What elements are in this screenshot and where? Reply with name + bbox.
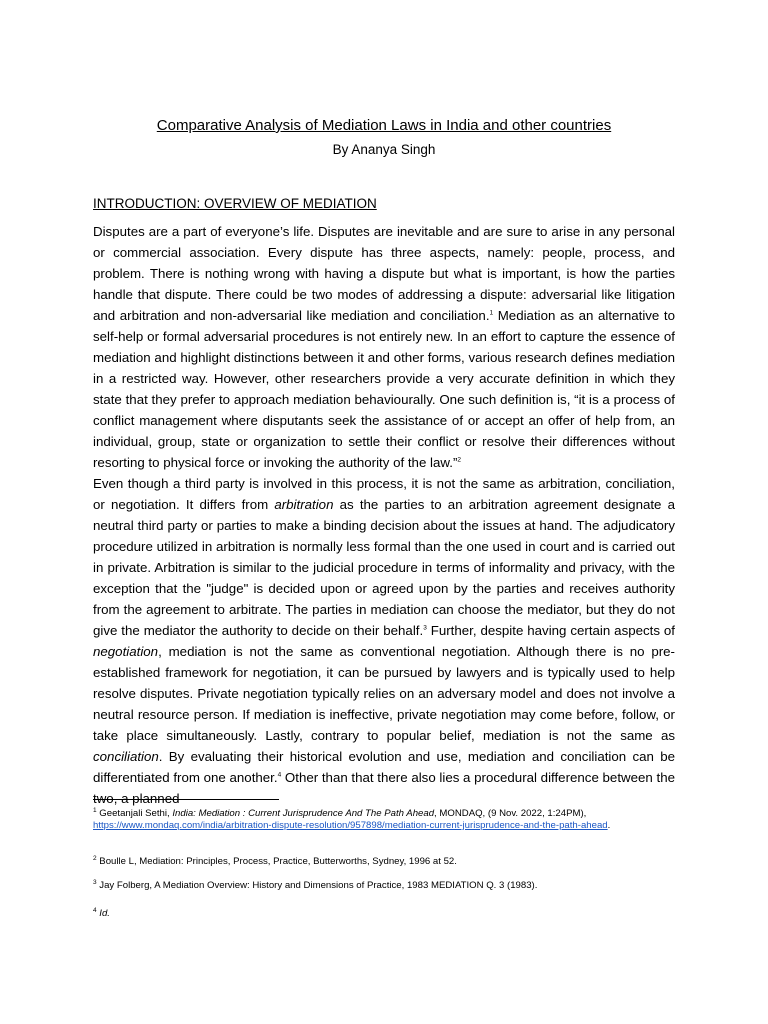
body-text <box>93 221 675 809</box>
term-negotiation: negotiation <box>93 644 159 659</box>
paragraph-2-text-b: as the parties to an arbitration agreement designate a neutral third party or parties to make a binding decision about the issues at hand. The adjudicatory procedure utilized in arbitration is normally less formal than the one used in court and is carried out in private. Arbitration is similar to the judicial procedure in terms of informality and privacy, with the exception that the "judge" is decided upon or agreed upon by the parties and receives authority from the agreement to arbitrate. The parties in mediation can choose the mediator, but they do not give the mediator the authority to decide on their behalf. <box>93 497 675 638</box>
document-title: Comparative Analysis of Mediation Laws in India and other countries <box>156 117 612 134</box>
footnote-separator <box>93 799 279 800</box>
footnote-2-number: 2 <box>93 854 97 862</box>
paragraph-1-text-a: Disputes are a part of everyone’s life. Disputes are inevitable and are sure to arise in any personal or commercial association. Every dispute has three aspects, namely: people, process, and problem. There is nothing wrong with having a dispute but what is important, is how the parties handle that dispute. There could be two modes of addressing a dispute: adversarial like litigation and arbitration and non-adversarial like mediation and conciliation. <box>93 224 675 323</box>
footnote-4-number: 4 <box>93 906 97 914</box>
paragraph-2-text-c: Further, despite having certain aspects of <box>426 623 676 638</box>
paragraph-2-text-a: Even though a third party is involved in this process, it is not the same as arbitration, conciliation, or negotiation. It differs from <box>93 476 675 512</box>
paragraph-2-text-f: Other than that there also lies a procedural difference between the two, a planned <box>93 770 675 806</box>
footnote-1-number: 1 <box>93 806 97 814</box>
author-byline: By Ananya Singh <box>332 142 436 157</box>
term-conciliation: conciliation <box>93 749 159 764</box>
paragraph-2-text-d: , mediation is not the same as conventional negotiation. Although there is no pre-established framework for negotiation, it can be pursued by lawyers and is typically used to help resolve disputes. Private negotiation typically relies on an adversary model and does not involve a neutral resource person. If mediation is ineffective, private negotiation may come before, follow, or take place simultaneously. Lastly, contrary to popular belief, mediation is not the same as <box>93 644 675 743</box>
footnote-3 <box>93 880 675 904</box>
section-heading: INTRODUCTION: OVERVIEW OF MEDIATION <box>93 196 377 211</box>
footnote-ref-2: 2 <box>457 456 461 464</box>
paragraph-2 <box>93 473 675 809</box>
footnote-4-text: Id. <box>99 908 110 919</box>
term-arbitration: arbitration <box>274 497 334 512</box>
footnote-2 <box>93 856 675 876</box>
footnotes <box>93 808 675 920</box>
paragraph-1-text-b: Mediation as an alternative to self-help or formal adversarial procedures is not entirely new. In an effort to capture the essence of mediation and highlight distinctions between it and other forms, various research defines mediation in a restricted way. However, other researchers provide a very accurate definition in which they state that they prefer to approach mediation behaviourally. One such definition is, “it is a process of conflict management where disputants seek the assistance of or accept an offer of help from, an individual, group, state or organization to settle their conflict or resolve their differences without resorting to physical force or invoking the authority of the law.” <box>93 308 675 470</box>
footnote-1-end: . <box>607 820 611 831</box>
footnote-3-number: 3 <box>93 878 97 886</box>
footnote-1 <box>93 808 675 848</box>
footnote-1-link[interactable]: https://www.mondaq.com/india/arbitration-dispute-resolution/957898/mediation-current-jurisprudence-and-the-path-ahead <box>93 820 608 831</box>
footnote-1-text-b: , MONDAQ, (9 Nov. 2022, 1:24PM), <box>434 808 587 819</box>
footnote-ref-4: 4 <box>277 771 282 779</box>
footnote-3-text: Jay Folberg, A Mediation Overview: History and Dimensions of Practice, 1983 MEDIATION Q. 3 (1983). <box>96 880 538 891</box>
footnote-ref-1: 1 <box>489 309 494 317</box>
footnote-4 <box>93 908 675 920</box>
footnote-ref-3: 3 <box>423 624 427 632</box>
footnote-1-article-title: India: Mediation : Current Jurisprudence And The Path Ahead <box>172 808 435 819</box>
footnote-1-text-a: Geetanjali Sethi, <box>96 808 173 819</box>
paragraph-1 <box>93 221 675 473</box>
paragraph-2-text-e: . By evaluating their historical evolution and use, mediation and conciliation can be differentiated from one another. <box>93 749 675 785</box>
footnote-2-text: Boulle L, Mediation: Principles, Process, Practice, Butterworths, Sydney, 1996 at 52. <box>96 856 457 867</box>
